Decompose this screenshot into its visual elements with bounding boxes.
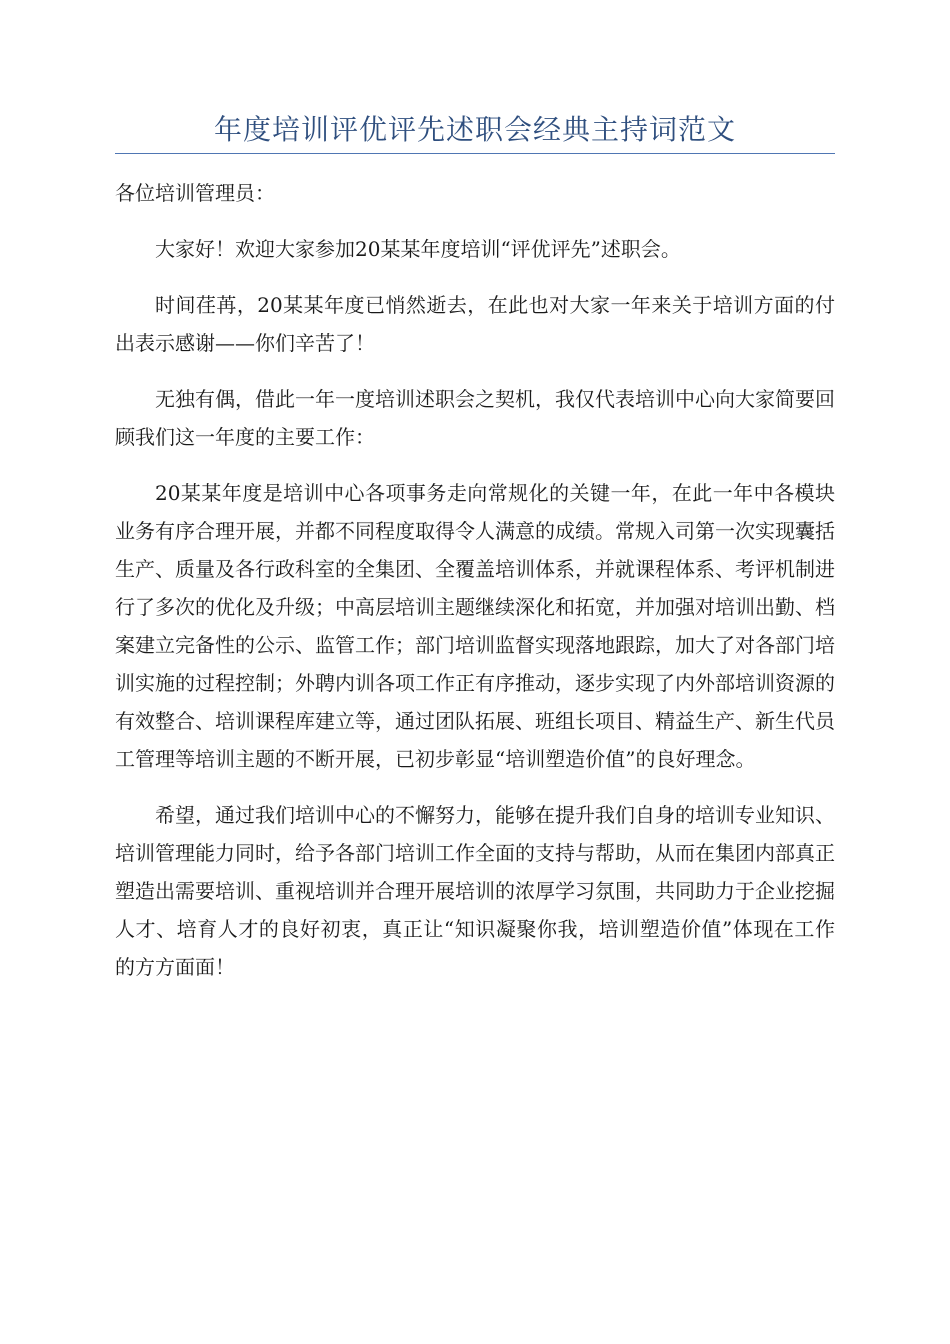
paragraph-welcome: 大家好！欢迎大家参加20某某年度培训“评优评先”述职会。 bbox=[155, 237, 681, 261]
title-underline bbox=[115, 153, 835, 154]
document-title: 年度培训评优评先述职会经典主持词范文 bbox=[213, 113, 736, 146]
document-body bbox=[115, 174, 835, 1004]
paragraph-annual-work: 20某某年度是培训中心各项事务走向常规化的关键一年，在此一年中各模块业务有序合理开展，并都不同程度取得令人满意的成绩。常规入司第一次实现囊括生产、质量及各行政科室的全集团、全覆盖培训体系，并就课程体系、考评机制进行了多次的优化及升级；中高层培训主题继续深化和拓宽，并加强对培训出勤、档案建立完备性的公示、监管工作；部门培训监督实现落地跟踪，加大了对各部门培训实施的过程控制；外聘内训各项工作正有序推动，逐步实现了内外部培训资源的有效整合、培训课程库建立等，通过团队拓展、班组长项目、精益生产、新生代员工管理等培训主题的不断开展，已初步彰显“培训塑造价值”的良好理念。 bbox=[115, 481, 835, 771]
paragraph-review-intro: 无独有偶，借此一年一度培训述职会之契机，我仅代表培训中心向大家简要回顾我们这一年度的主要工作： bbox=[115, 387, 835, 449]
paragraph-thanks: 时间荏苒，20某某年度已悄然逝去，在此也对大家一年来关于培训方面的付出表示感谢——你们辛苦了！ bbox=[115, 293, 835, 355]
salutation: 各位培训管理员： bbox=[115, 181, 275, 205]
paragraph-hope: 希望，通过我们培训中心的不懈努力，能够在提升我们自身的培训专业知识、培训管理能力同时，给予各部门培训工作全面的支持与帮助，从而在集团内部真正塑造出需要培训、重视培训并合理开展培训的浓厚学习氛围，共同助力于企业挖掘人才、培育人才的良好初衷，真正让“知识凝聚你我，培训塑造价值”体现在工作的方方面面！ bbox=[115, 803, 835, 979]
